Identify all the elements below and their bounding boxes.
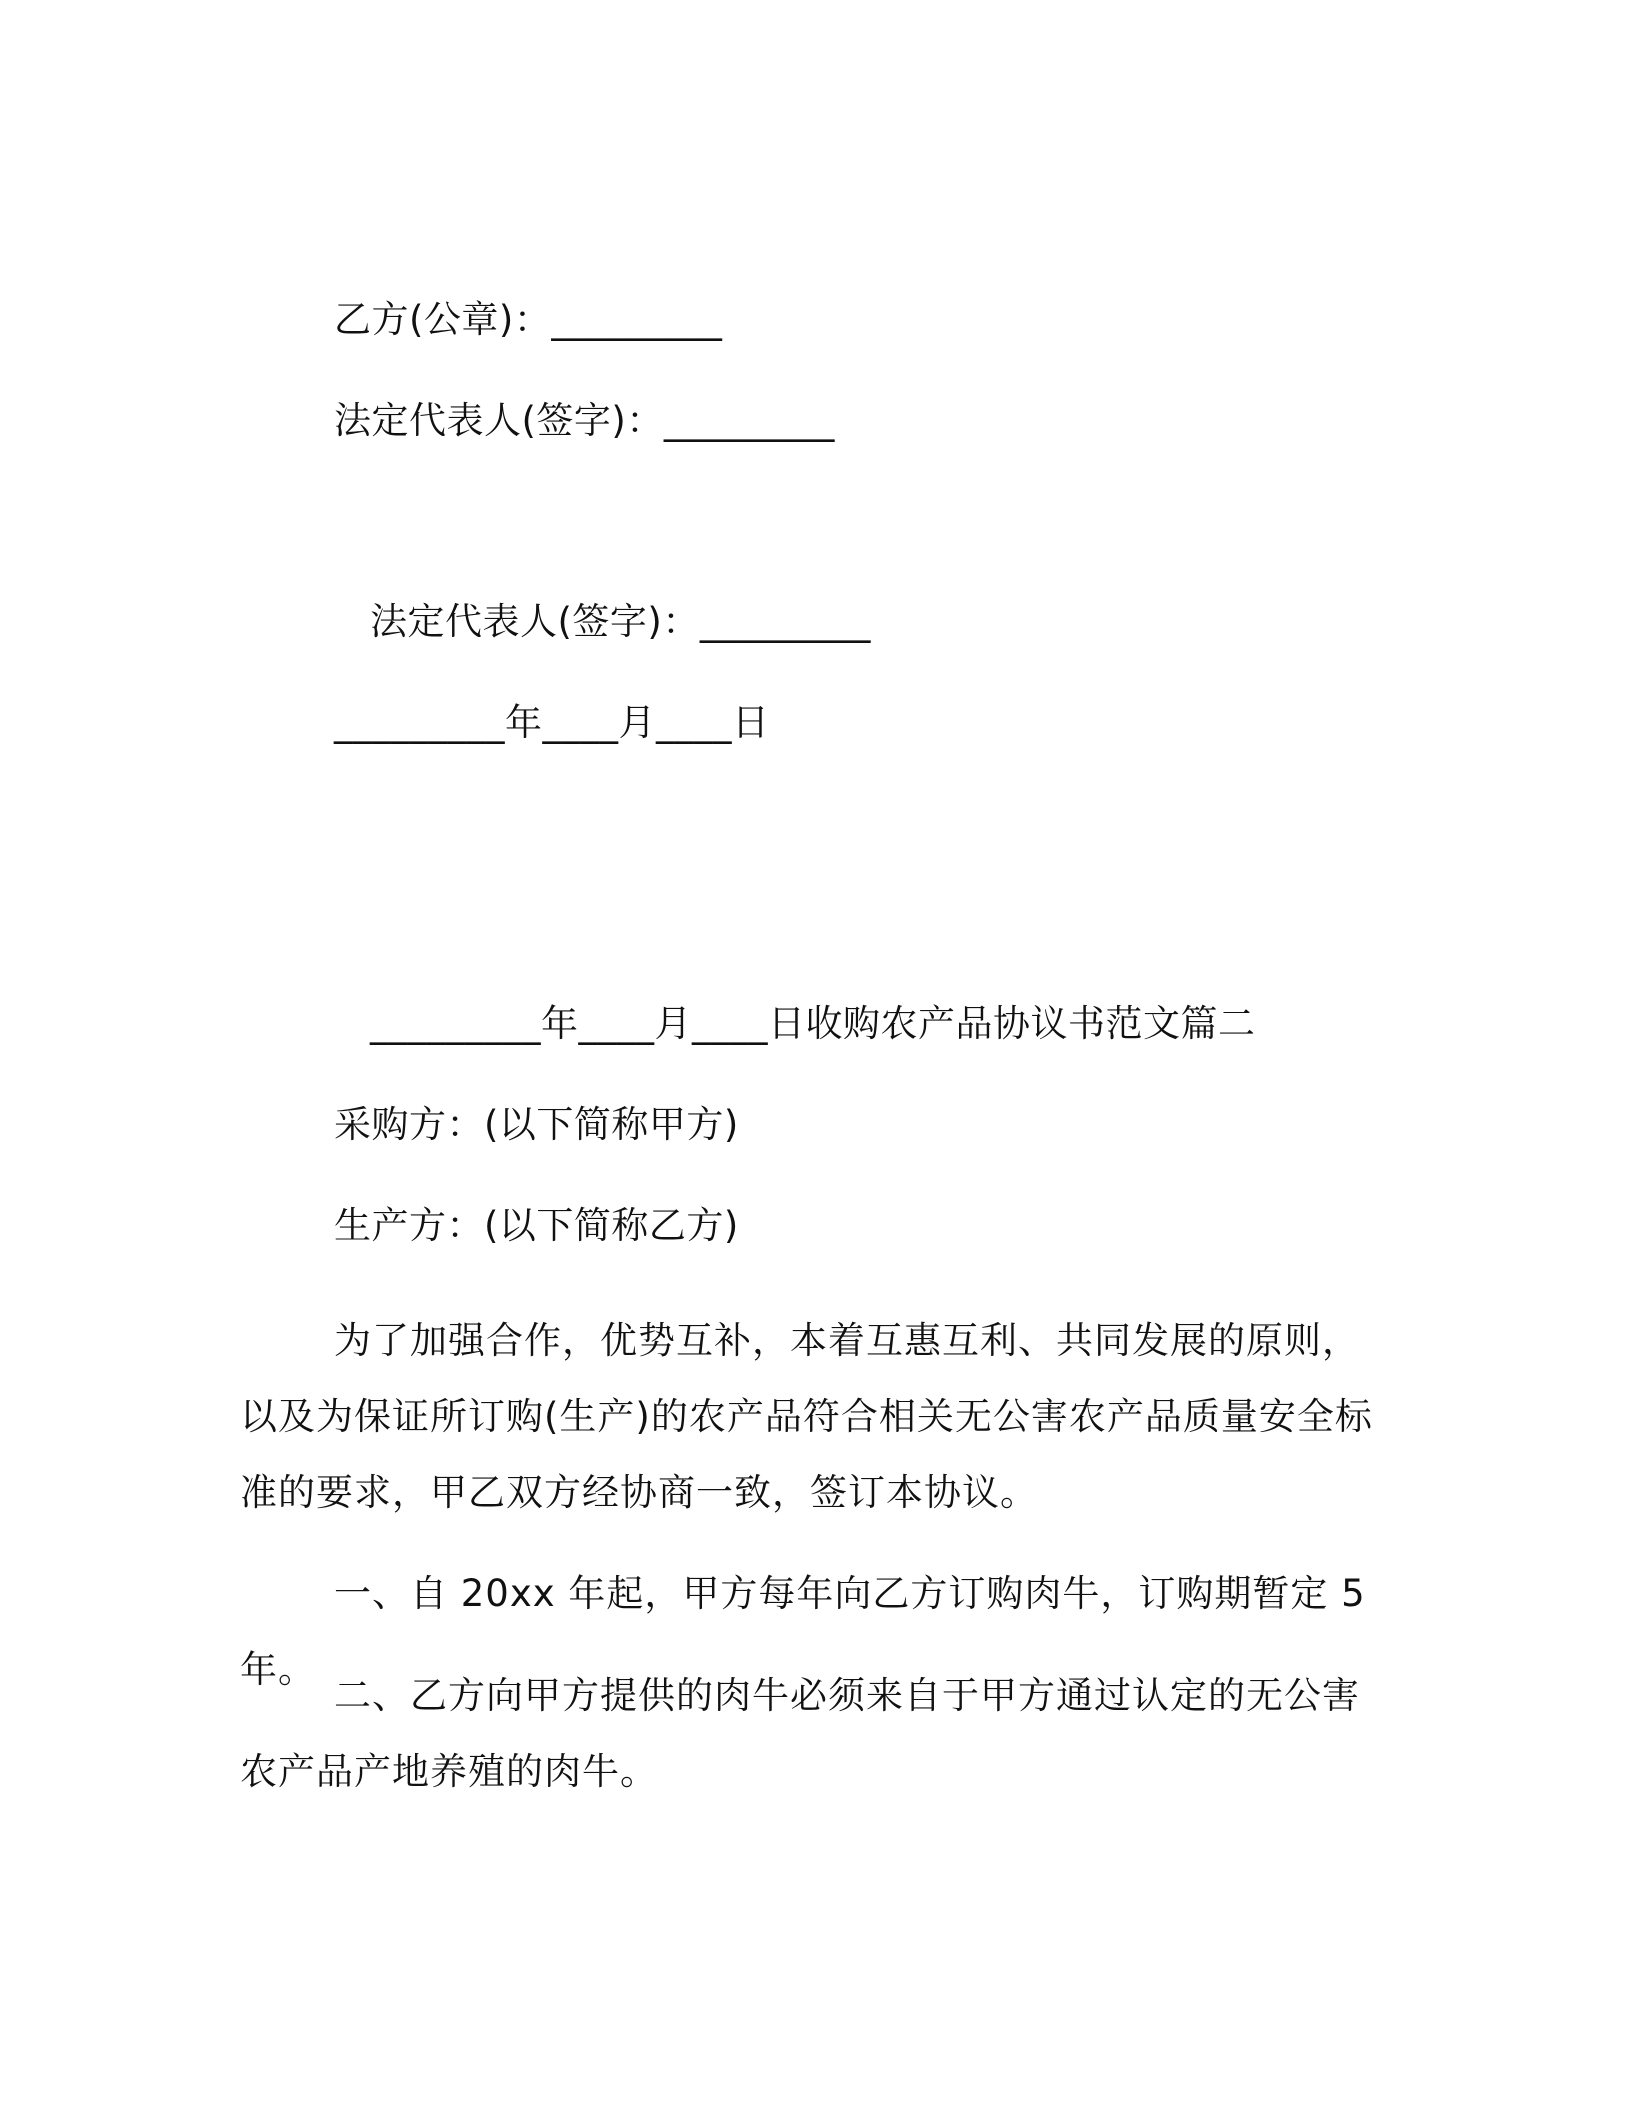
party-b-seal-line: 乙方(公章)：_________ [334,298,723,341]
producer-party-line: 生产方：(以下简称乙方) [334,1204,739,1247]
intro-paragraph: 为了加强合作，优势互补，本着互惠互利、共同发展的原则，以及为保证所订购(生产)的农产品符合相关无公害农产品质量安全标准的要求，甲乙双方经协商一致，签订本协议。 [240,1319,1373,1514]
legal-representative-signature-line-2: 法定代表人(签字)：_________ [370,600,871,643]
clause-2-paragraph: 二、乙方向甲方提供的肉牛必须来自于甲方通过认定的无公害农产品产地养殖的肉牛。 [240,1674,1360,1793]
section-title: _________年____月____日收购农产品协议书范文篇二 [370,1002,1256,1045]
clause-1-paragraph: 一、自 20xx 年起，甲方每年向乙方订购肉牛，订购期暂定 5 年。 [240,1572,1366,1691]
buyer-party-line: 采购方：(以下简称甲方) [334,1103,739,1146]
signing-date-line: _________年____月____日 [334,701,770,744]
legal-representative-signature-line: 法定代表人(签字)：_________ [334,399,835,442]
